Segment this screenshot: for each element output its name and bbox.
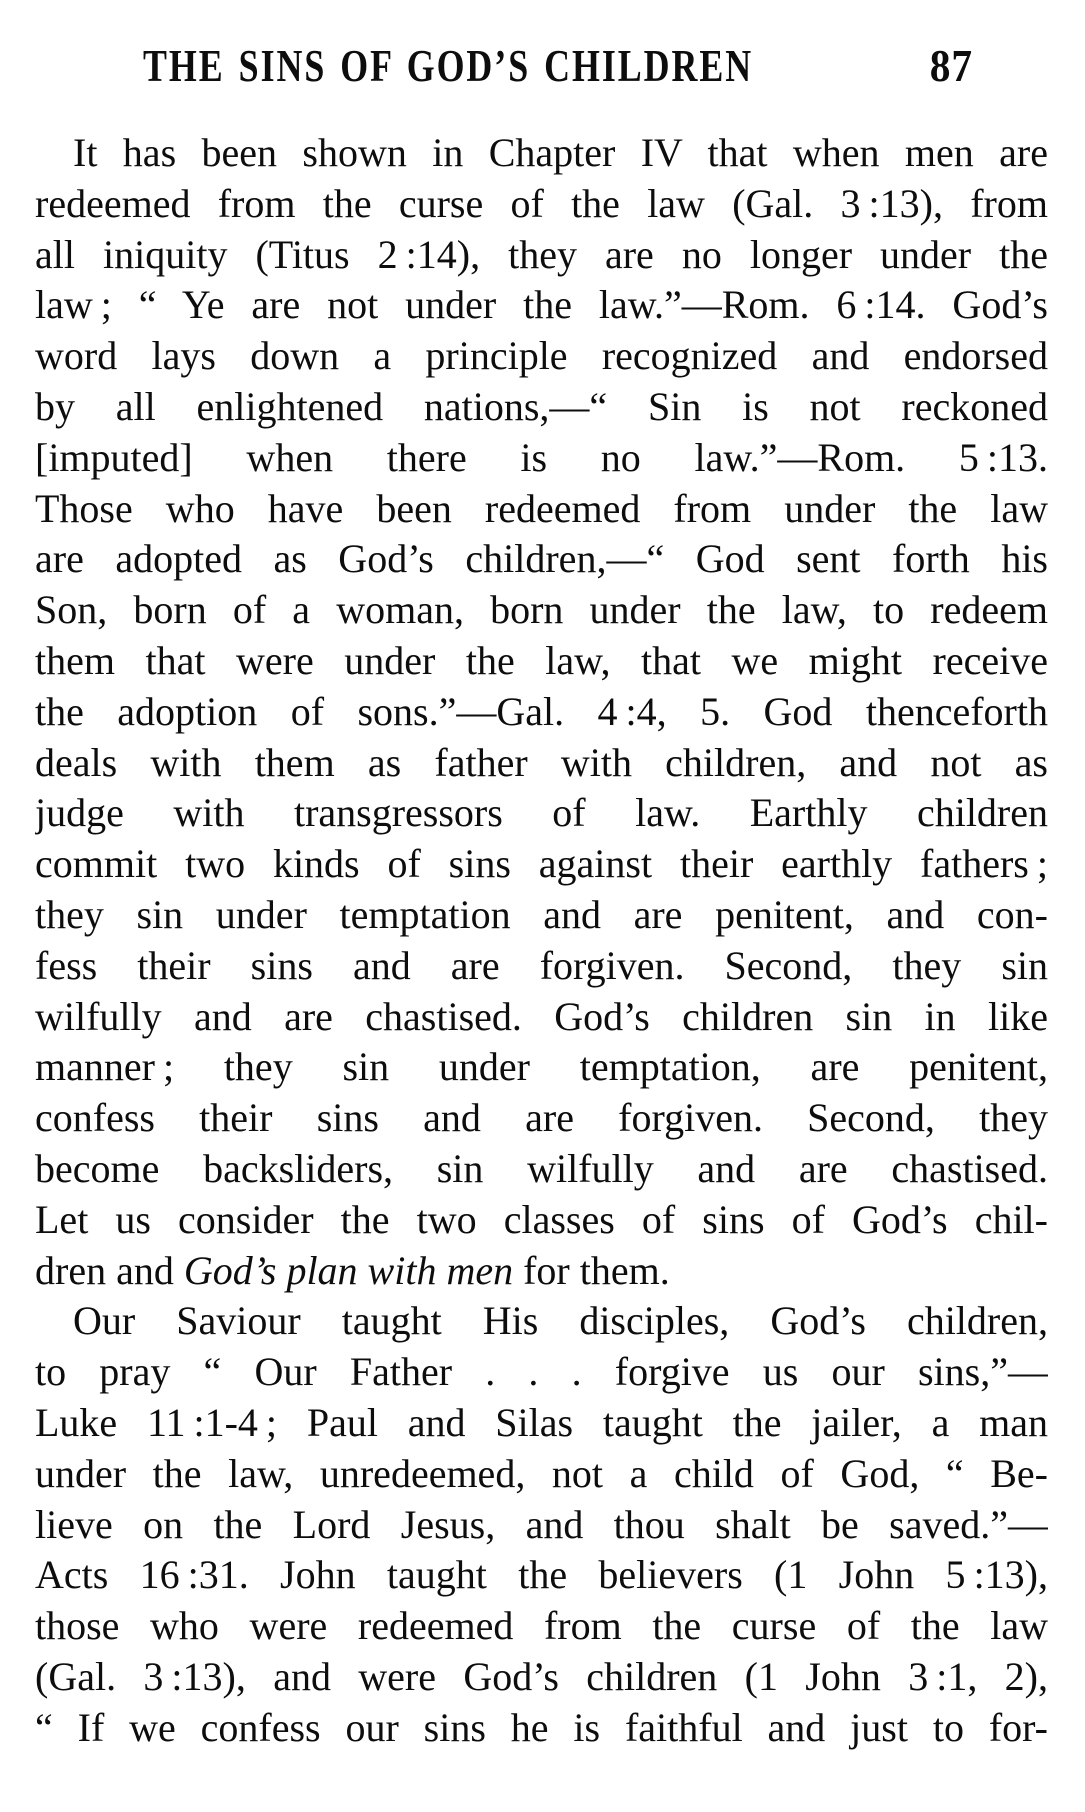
text-line: manner ; they sin under temptation, are penitent,: [35, 1044, 1048, 1090]
text-line: deals with them as father with children, and not as: [35, 739, 1048, 785]
text-line: confess their sins and are forgiven. Second, they: [35, 1095, 1048, 1141]
body-text: [35, 128, 1048, 1754]
text-line: judge with transgressors of law. Earthly children: [35, 790, 1048, 836]
italic-phrase: God’s plan with men: [183, 1247, 514, 1293]
page-number: 87: [930, 40, 974, 91]
text-line: Acts 16 :31. John taught the believers (1 John 5 :13),: [35, 1552, 1048, 1598]
text-line: “ If we confess our sins he is faithful and just to for-: [35, 1704, 1048, 1750]
text-line: Those who have been redeemed from under the law: [35, 485, 1048, 531]
chapter-title: THE SINS OF GOD’S CHILDREN: [143, 40, 754, 91]
text-line: redeemed from the curse of the law (Gal. 3 :13), from: [35, 180, 1048, 226]
text-line: commit two kinds of sins against their earthly fathers ;: [35, 841, 1048, 887]
text-line: (Gal. 3 :13), and were God’s children (1 John 3 :1, 2),: [35, 1653, 1048, 1699]
text-line: they sin under temptation and are penitent, and con-: [35, 891, 1048, 937]
text-line: Our Saviour taught His disciples, God’s children,: [73, 1298, 1048, 1344]
text-line: Son, born of a woman, born under the law, to redeem: [35, 587, 1048, 633]
text-segment: for them.: [513, 1247, 670, 1293]
text-line: the adoption of sons.”—Gal. 4 :4, 5. God thenceforth: [35, 688, 1048, 734]
text-line: word lays down a principle recognized and endorsed: [35, 333, 1048, 379]
text-line: It has been shown in Chapter IV that when men are: [73, 130, 1048, 175]
text-line: Luke 11 :1-4 ; Paul and Silas taught the jailer, a man: [35, 1399, 1048, 1445]
text-line: lieve on the Lord Jesus, and thou shalt be saved.”—: [35, 1501, 1048, 1547]
text-line: [35, 1246, 1048, 1297]
text-line: to pray “ Our Father . . . forgive us our sins,”—: [35, 1349, 1048, 1395]
text-line: wilfully and are chastised. God’s children sin in like: [35, 993, 1048, 1039]
text-line: fess their sins and are forgiven. Second, they sin: [35, 942, 1048, 988]
paragraph: [35, 128, 1048, 1296]
running-header: [143, 40, 974, 92]
text-line: Let us consider the two classes of sins of God’s chil-: [35, 1196, 1048, 1242]
text-line: law ; “ Ye are not under the law.”—Rom. 6 :14. God’s: [35, 282, 1048, 328]
text-line: [imputed] when there is no law.”—Rom. 5 :13.: [35, 434, 1048, 480]
text-line: under the law, unredeemed, not a child of God, “ Be-: [35, 1450, 1048, 1496]
text-line: are adopted as God’s children,—“ God sent forth his: [35, 536, 1048, 582]
text-line: all iniquity (Titus 2 :14), they are no longer under the: [35, 231, 1048, 277]
text-line: them that were under the law, that we might receive: [35, 637, 1048, 683]
text-line: by all enlightened nations,—“ Sin is not reckoned: [35, 383, 1048, 429]
text-line: those who were redeemed from the curse of the law: [35, 1603, 1048, 1649]
paragraph: [35, 1296, 1048, 1753]
text-line: become backsliders, sin wilfully and are chastised.: [35, 1145, 1048, 1191]
text-segment: dren and: [35, 1247, 184, 1293]
